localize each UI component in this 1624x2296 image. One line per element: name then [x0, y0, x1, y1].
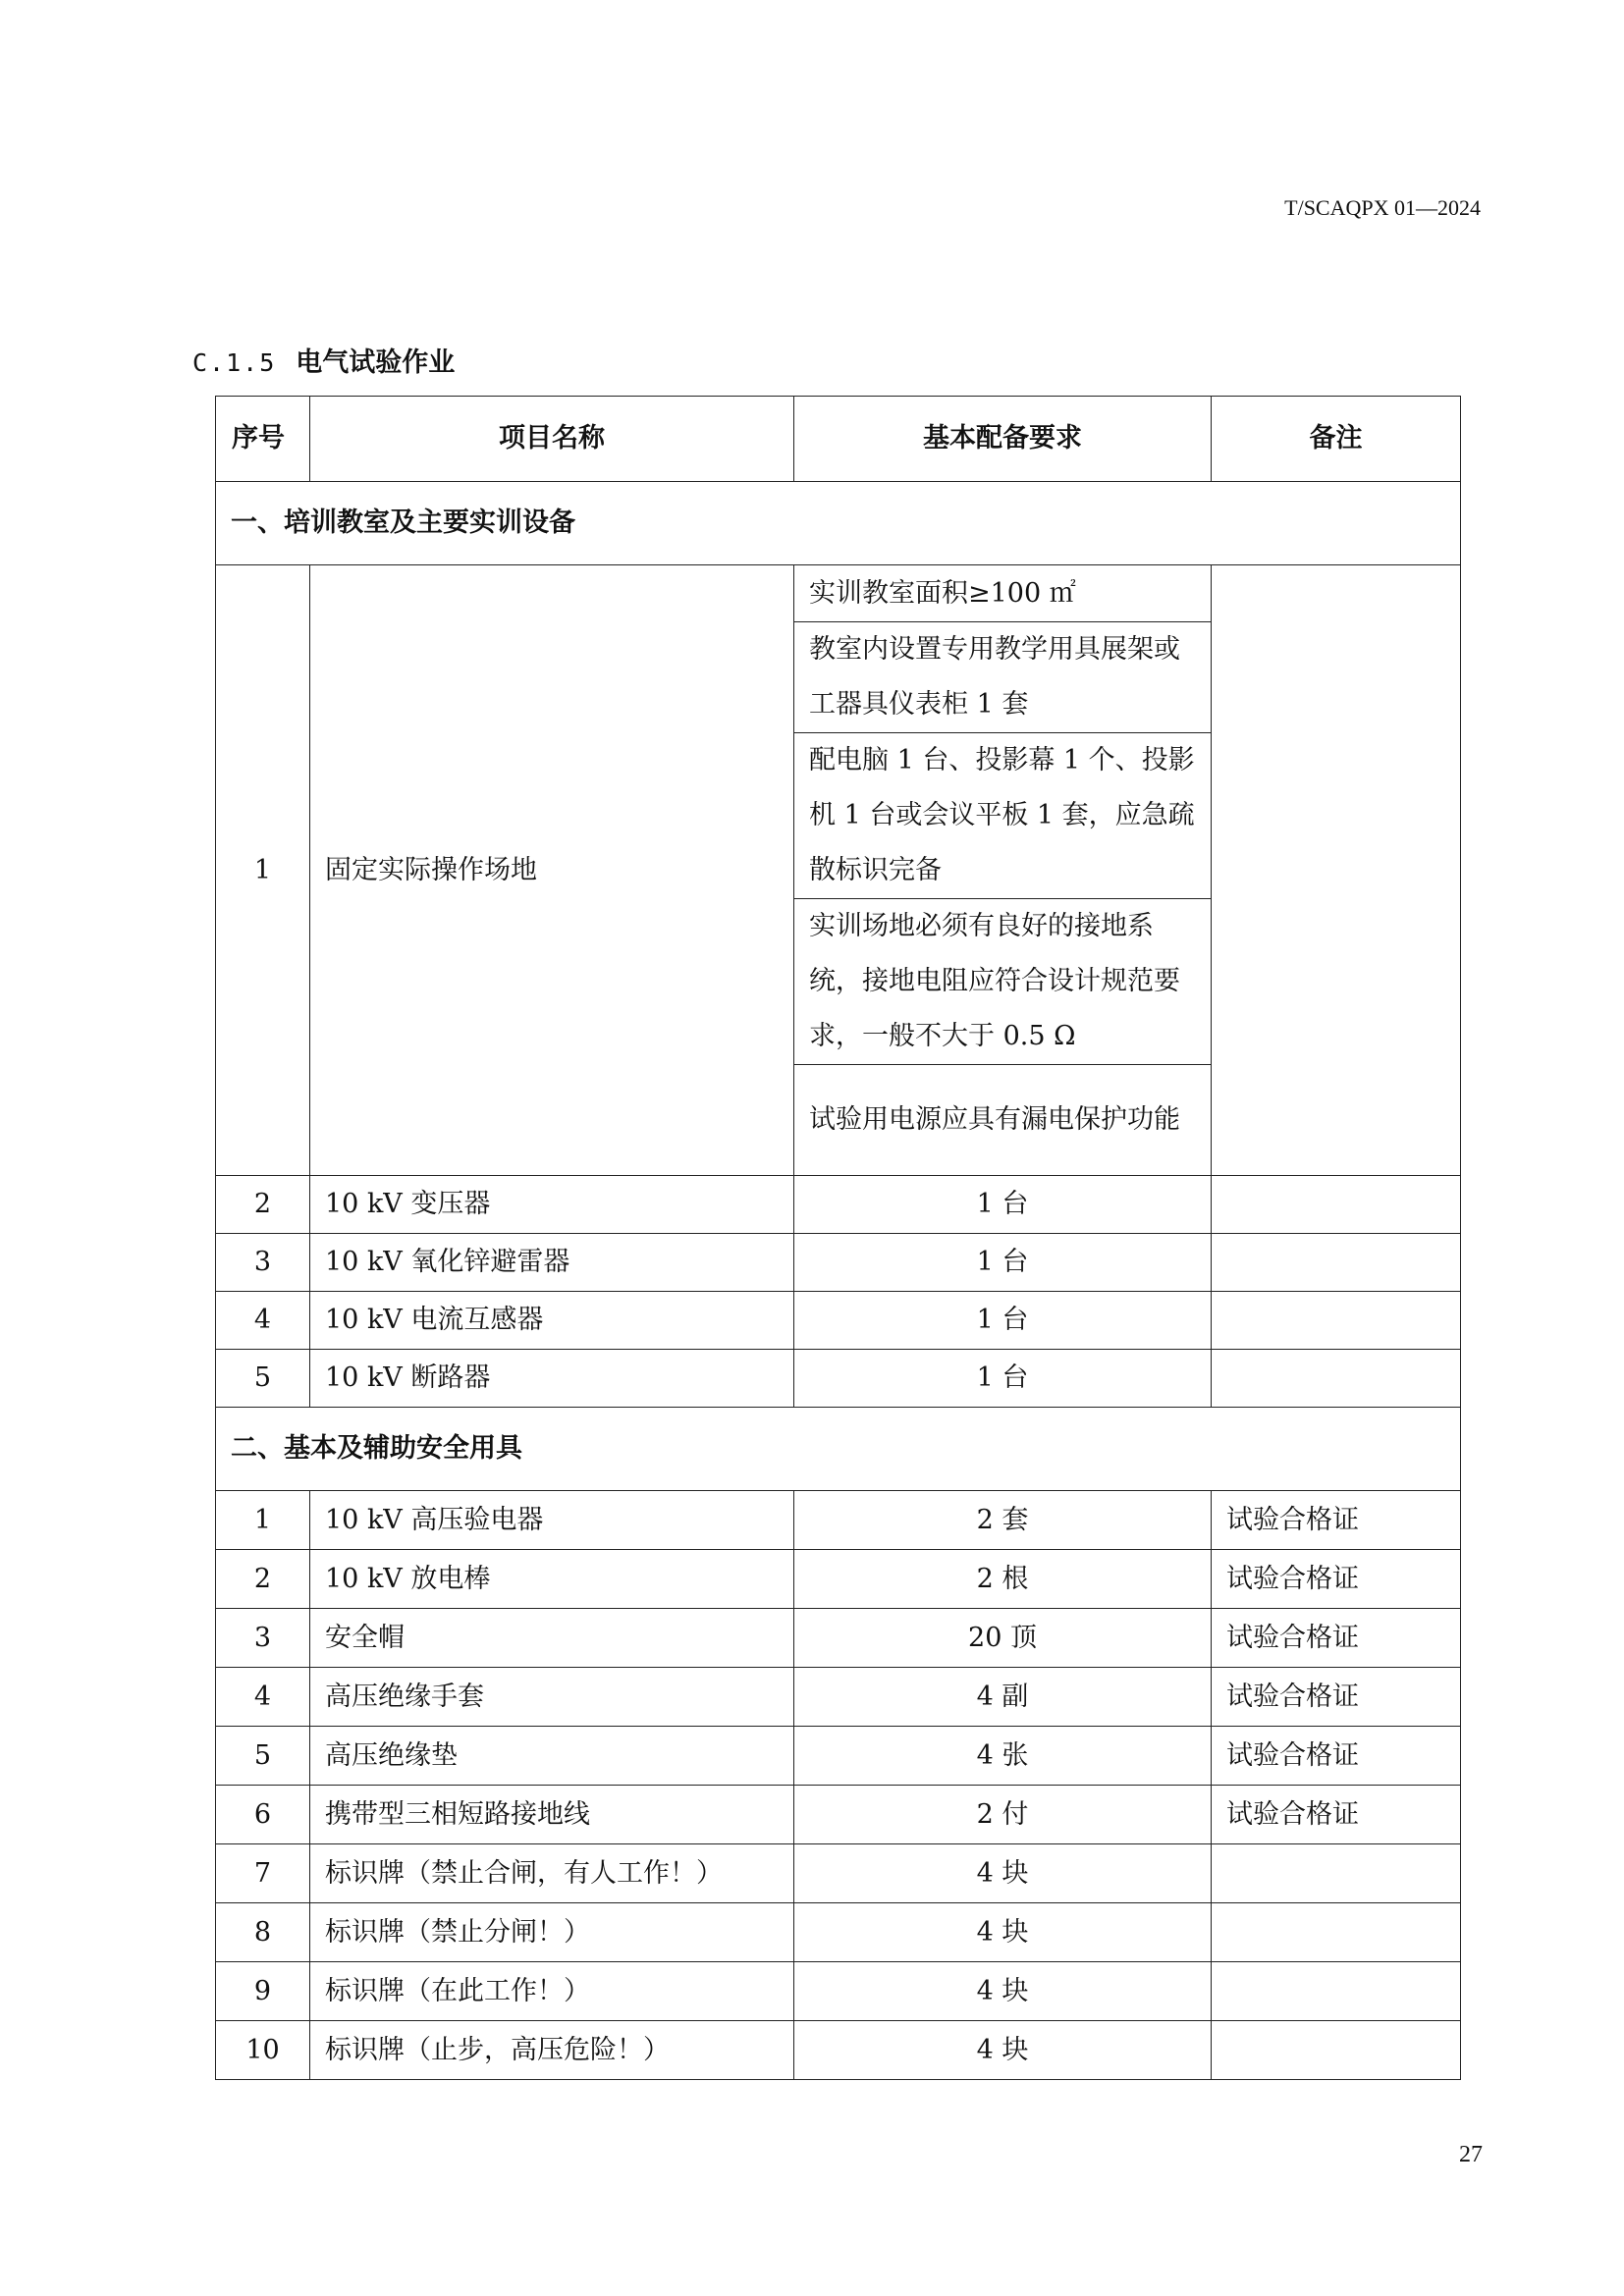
cell-qty: 4 块: [794, 2021, 1212, 2080]
cell-note: 试验合格证: [1212, 1668, 1461, 1727]
cell-note: [1212, 1350, 1461, 1408]
cell-qty: 4 块: [794, 1844, 1212, 1903]
cell-no: 6: [216, 1786, 310, 1844]
cell-name: 10 kV 电流互感器: [310, 1292, 794, 1350]
cell-name: 标识牌（止步，高压危险！）: [310, 2021, 794, 2080]
cell-qty: 4 块: [794, 1962, 1212, 2021]
table-row: [216, 1727, 1461, 1786]
table-row: [216, 1844, 1461, 1903]
col-header-requirement: 基本配备要求: [794, 397, 1212, 482]
table-row: [216, 1668, 1461, 1727]
cell-note: [1212, 565, 1461, 1176]
cell-no: 10: [216, 2021, 310, 2080]
cell-requirement: 实训教室面积≥100 ㎡: [794, 565, 1212, 622]
cell-name: 标识牌（在此工作！）: [310, 1962, 794, 2021]
cell-qty: 2 套: [794, 1491, 1212, 1550]
cell-requirement: 配电脑 1 台、投影幕 1 个、投影机 1 台或会议平板 1 套，应急疏散标识完备: [794, 733, 1212, 899]
cell-qty: 1 台: [794, 1292, 1212, 1350]
cell-no: 3: [216, 1609, 310, 1668]
cell-note: 试验合格证: [1212, 1609, 1461, 1668]
cell-qty: 2 根: [794, 1550, 1212, 1609]
cell-qty: 1 台: [794, 1176, 1212, 1234]
cell-qty: 4 副: [794, 1668, 1212, 1727]
cell-name: 标识牌（禁止分闸！）: [310, 1903, 794, 1962]
cell-name: 标识牌（禁止合闸，有人工作！）: [310, 1844, 794, 1903]
cell-note: 试验合格证: [1212, 1550, 1461, 1609]
table-row: [216, 1491, 1461, 1550]
cell-note: [1212, 1962, 1461, 2021]
table-row: [216, 565, 1461, 622]
table-row: [216, 2021, 1461, 2080]
cell-qty: 1 台: [794, 1350, 1212, 1408]
cell-no: 1: [216, 565, 310, 1176]
cell-no: 8: [216, 1903, 310, 1962]
group-row: [216, 1408, 1461, 1491]
cell-name: 10 kV 放电棒: [310, 1550, 794, 1609]
table-row: [216, 1292, 1461, 1350]
cell-note: [1212, 2021, 1461, 2080]
col-header-name: 项目名称: [310, 397, 794, 482]
cell-note: [1212, 1903, 1461, 1962]
table-row: [216, 1350, 1461, 1408]
cell-qty: 1 台: [794, 1234, 1212, 1292]
cell-no: 2: [216, 1550, 310, 1609]
table-header-row: [216, 397, 1461, 482]
table-row: [216, 1609, 1461, 1668]
cell-name: 10 kV 变压器: [310, 1176, 794, 1234]
group-title-safety: 二、基本及辅助安全用具: [216, 1408, 1461, 1491]
section-number: C.1.5: [192, 348, 277, 377]
cell-name: 高压绝缘垫: [310, 1727, 794, 1786]
section-title: 电气试验作业: [296, 347, 456, 378]
cell-no: 4: [216, 1292, 310, 1350]
cell-requirement: 教室内设置专用教学用具展架或工器具仪表柜 1 套: [794, 622, 1212, 733]
cell-note: [1212, 1176, 1461, 1234]
cell-qty: 20 顶: [794, 1609, 1212, 1668]
table-row: [216, 1234, 1461, 1292]
cell-no: 2: [216, 1176, 310, 1234]
cell-name: 10 kV 氧化锌避雷器: [310, 1234, 794, 1292]
table-row: [216, 1786, 1461, 1844]
cell-no: 5: [216, 1727, 310, 1786]
cell-qty: 4 块: [794, 1903, 1212, 1962]
document-code: T/SCAQPX 01—2024: [1284, 195, 1481, 220]
cell-no: 1: [216, 1491, 310, 1550]
cell-no: 3: [216, 1234, 310, 1292]
cell-no: 5: [216, 1350, 310, 1408]
equipment-table: [215, 396, 1461, 2080]
cell-qty: 4 张: [794, 1727, 1212, 1786]
cell-note: 试验合格证: [1212, 1786, 1461, 1844]
cell-note: [1212, 1292, 1461, 1350]
cell-no: 9: [216, 1962, 310, 2021]
table-row: [216, 1550, 1461, 1609]
table-row: [216, 1903, 1461, 1962]
col-header-no: 序号: [216, 397, 310, 482]
cell-name: 10 kV 高压验电器: [310, 1491, 794, 1550]
cell-qty: 2 付: [794, 1786, 1212, 1844]
cell-no: 4: [216, 1668, 310, 1727]
page-number: 27: [1459, 2142, 1483, 2167]
section-heading: [192, 341, 455, 379]
cell-name: 安全帽: [310, 1609, 794, 1668]
cell-requirement: 试验用电源应具有漏电保护功能: [794, 1065, 1212, 1176]
cell-name: 固定实际操作场地: [310, 565, 794, 1176]
table-row: [216, 1962, 1461, 2021]
col-header-note: 备注: [1212, 397, 1461, 482]
group-row: [216, 482, 1461, 565]
cell-name: 携带型三相短路接地线: [310, 1786, 794, 1844]
cell-name: 高压绝缘手套: [310, 1668, 794, 1727]
table-row: [216, 1176, 1461, 1234]
group-title-training: 一、培训教室及主要实训设备: [216, 482, 1461, 565]
cell-note: [1212, 1234, 1461, 1292]
cell-note: 试验合格证: [1212, 1491, 1461, 1550]
cell-no: 7: [216, 1844, 310, 1903]
cell-requirement: 实训场地必须有良好的接地系统，接地电阻应符合设计规范要求，一般不大于 0.5 Ω: [794, 899, 1212, 1065]
cell-note: 试验合格证: [1212, 1727, 1461, 1786]
cell-note: [1212, 1844, 1461, 1903]
cell-name: 10 kV 断路器: [310, 1350, 794, 1408]
